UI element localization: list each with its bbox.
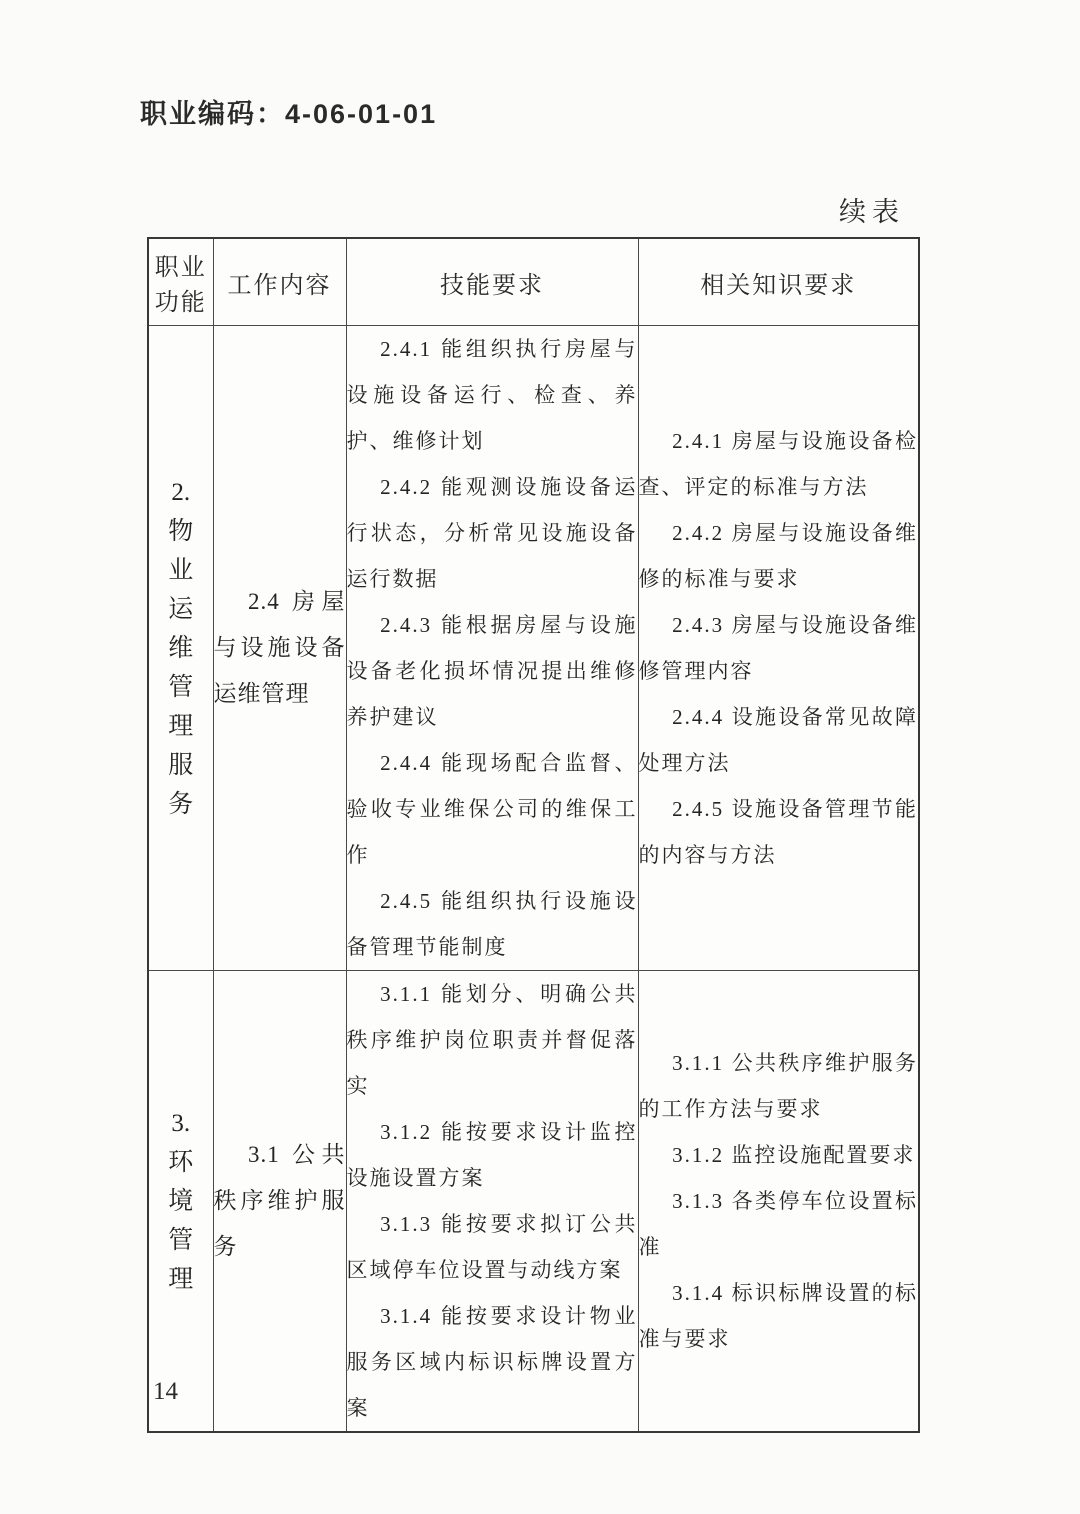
knowledge-cell [638,971,919,1433]
requirement-item: 2.4.4 能现场配合监督、验收专业维保公司的维保工作 [346,751,638,867]
column-header-knowledge: 相关知识要求 [638,238,919,326]
continued-table-label: 续表 [839,197,905,227]
requirement-item: 2.4.4 设施设备常见故障处理方法 [638,705,918,775]
skills-list [347,971,638,1431]
work-content-cell [213,326,346,971]
requirement-item: 3.1.3 能按要求拟订公共区域停车位设置与动线方案 [346,1212,638,1282]
function-number: 2. [171,478,191,506]
page-number: 14 [153,1378,178,1405]
occupational-standard-table [147,237,920,1433]
table-row [148,326,919,971]
requirement-item: 3.1.4 能按要求设计物业服务区域内标识标牌设置方案 [346,1304,638,1420]
skills-cell [346,971,638,1433]
function-name: 环境管理 [168,1148,194,1293]
column-header-work-content: 工作内容 [213,238,346,326]
occupation-code-header: 职业编码：4-06-01-01 [140,99,438,129]
column-header-function: 职业功能 [148,238,213,326]
requirement-item: 2.4.3 能根据房屋与设施设备老化损坏情况提出维修养护建议 [346,613,638,729]
skills-list [347,326,638,970]
column-header-skills: 技能要求 [346,238,638,326]
table-header-row [148,238,919,326]
requirement-item: 2.4.2 房屋与设施设备维修的标准与要求 [638,521,918,591]
function-number: 3. [171,1109,191,1137]
requirement-item: 2.4.5 能组织执行设施设备管理节能制度 [346,889,638,959]
requirement-item: 3.1.1 能划分、明确公共秩序维护岗位职责并督促落实 [346,982,638,1098]
work-content-cell [213,971,346,1433]
requirement-item: 2.4.3 房屋与设施设备维修管理内容 [638,613,918,683]
knowledge-list [639,418,919,878]
requirement-item: 2.4.1 房屋与设施设备检查、评定的标准与方法 [638,429,918,499]
work-content-text: 2.4 房屋与设施设备运维管理 [213,589,346,706]
requirement-item: 2.4.2 能观测设施设备运行状态，分析常见设施设备运行数据 [346,475,638,591]
function-cell [148,326,213,971]
requirement-item: 3.1.2 能按要求设计监控设施设置方案 [346,1120,638,1190]
knowledge-list [639,1040,919,1362]
table-row [148,971,919,1433]
work-content-text: 3.1 公共秩序维护服务 [213,1142,346,1259]
requirement-item: 3.1.1 公共秩序维护服务的工作方法与要求 [638,1051,918,1121]
knowledge-cell [638,326,919,971]
skills-cell [346,326,638,971]
requirement-item: 2.4.5 设施设备管理节能的内容与方法 [638,797,918,867]
function-cell [148,971,213,1433]
requirement-item: 3.1.2 监控设施配置要求 [672,1143,916,1167]
function-name: 物业运维管理服务 [168,517,194,818]
requirement-item: 2.4.1 能组织执行房屋与设施设备运行、检查、养护、维修计划 [346,337,638,453]
requirement-item: 3.1.4 标识标牌设置的标准与要求 [638,1281,918,1351]
requirement-item: 3.1.3 各类停车位设置标准 [638,1189,918,1259]
